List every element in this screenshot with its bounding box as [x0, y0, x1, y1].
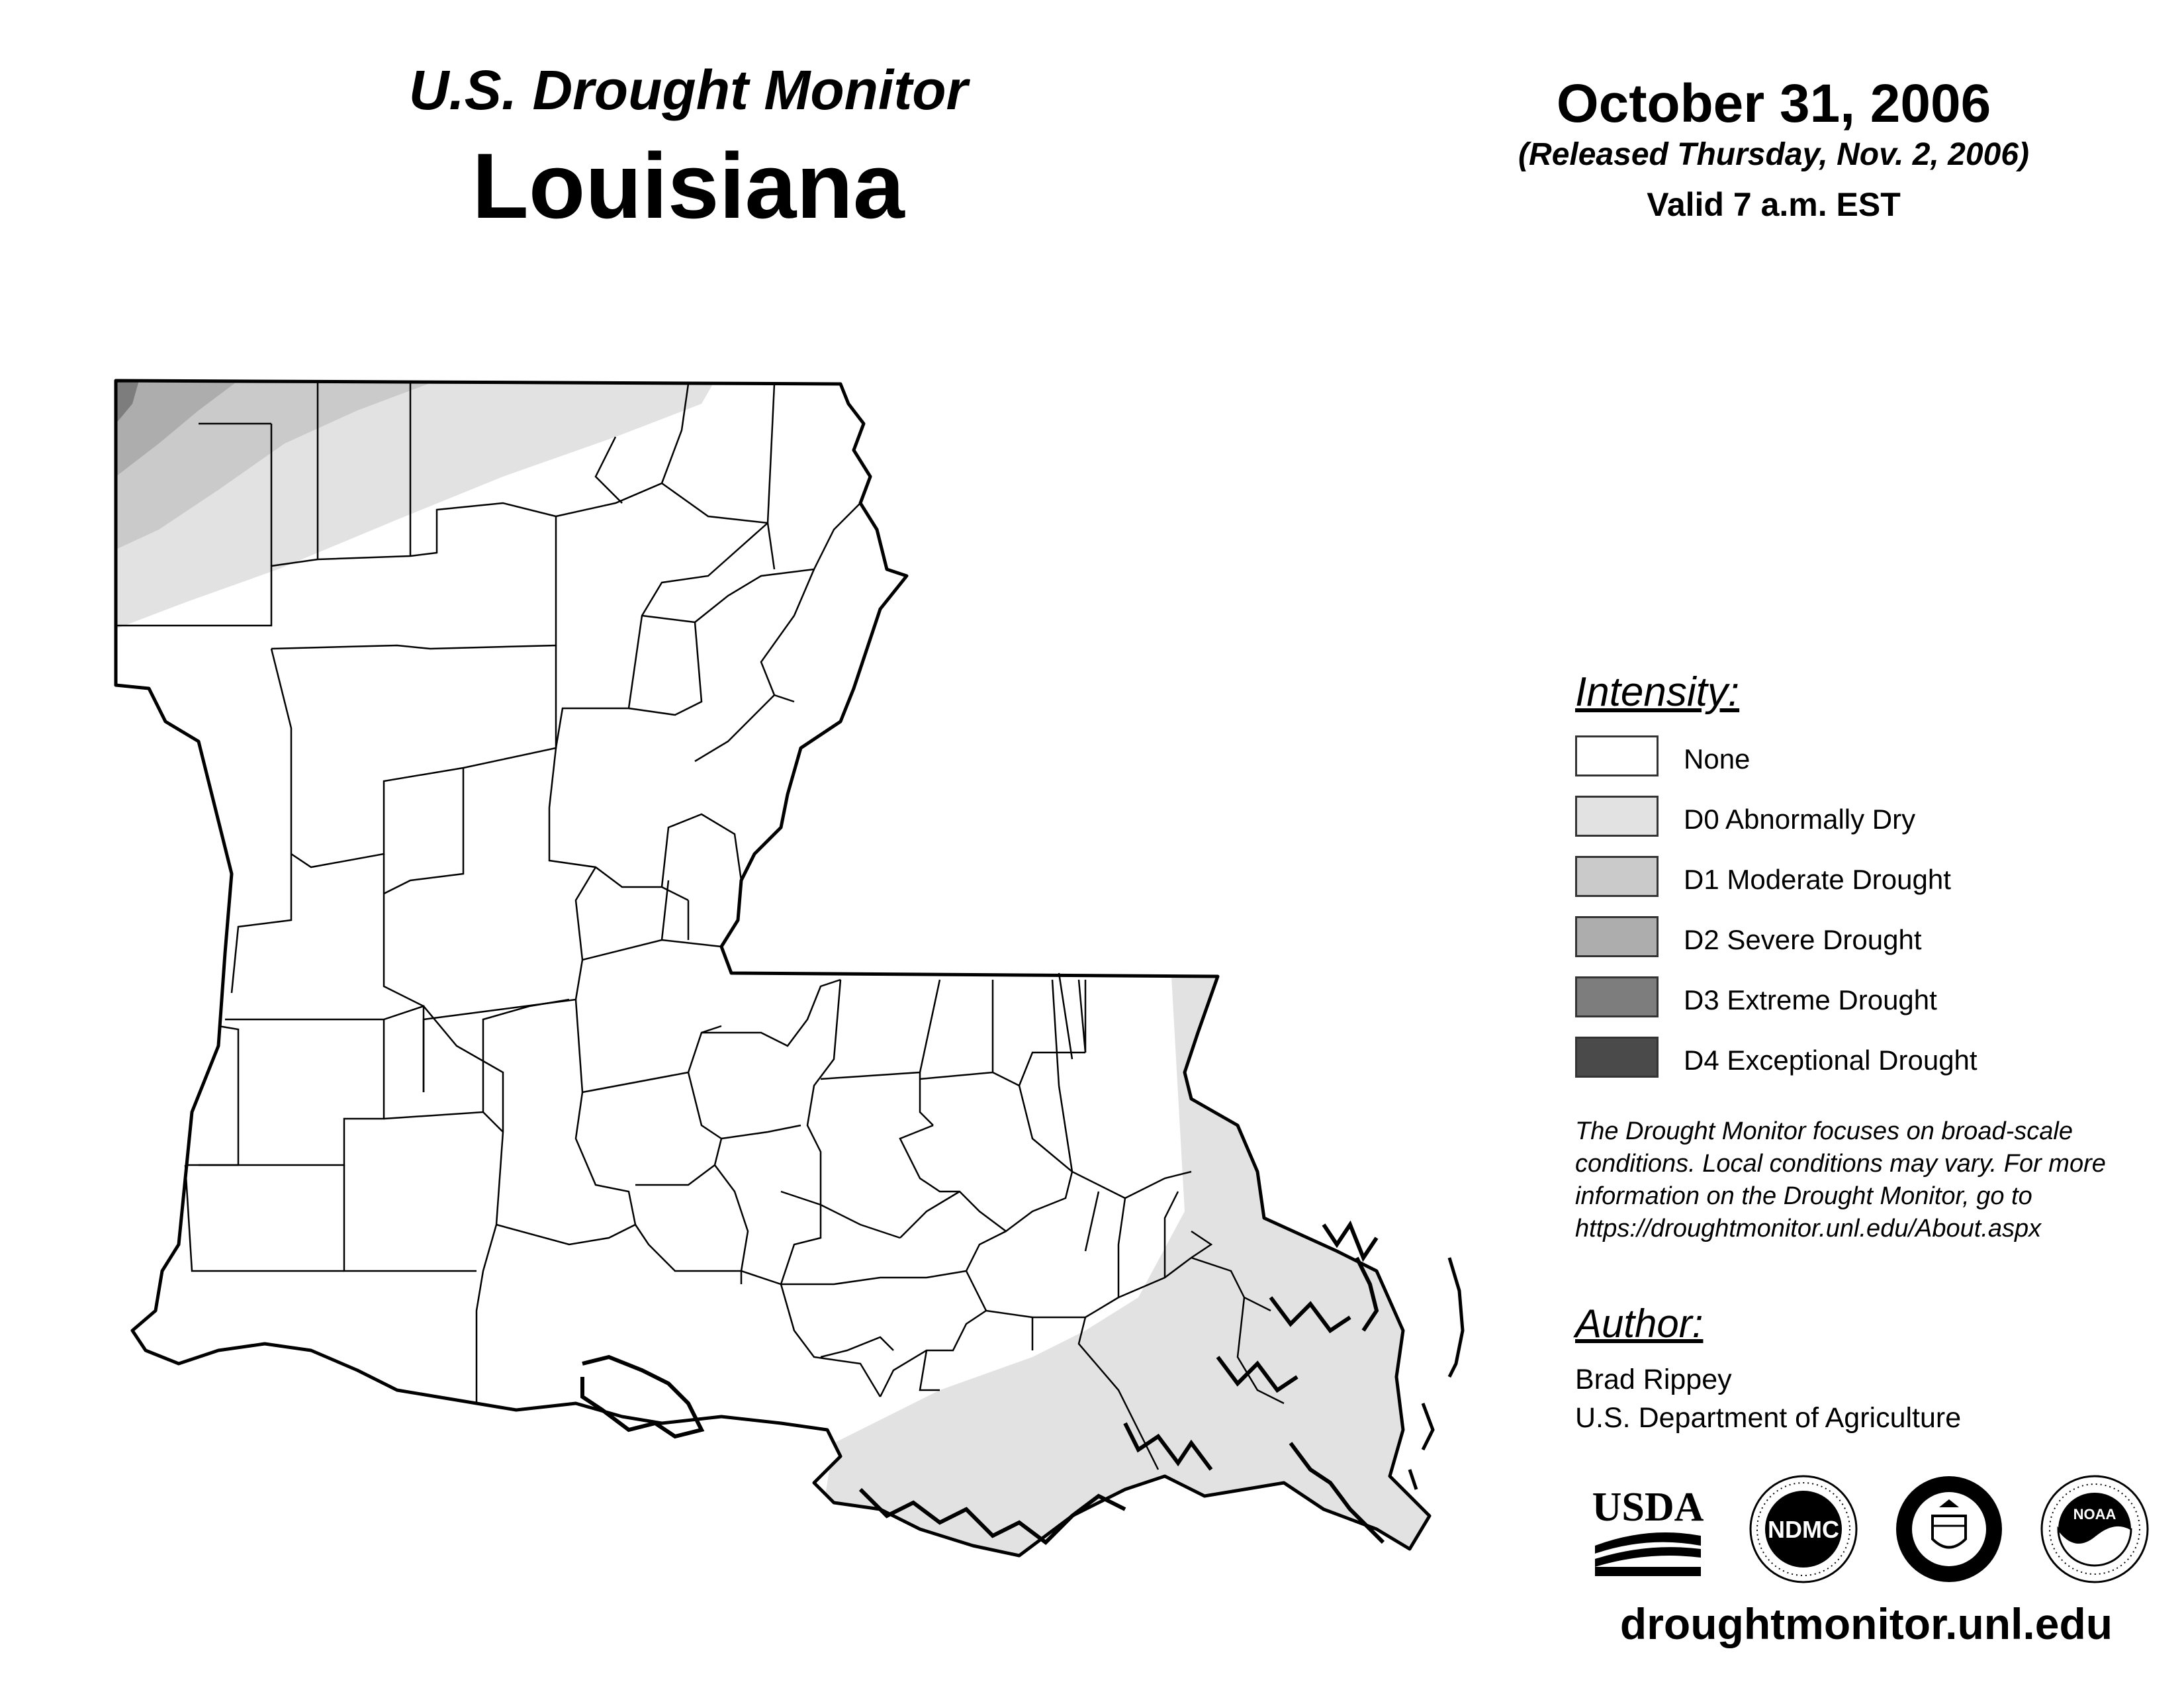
legend-label: D1 Moderate Drought	[1684, 864, 1951, 895]
ndmc-logo-text: NDMC	[1768, 1516, 1839, 1543]
monitor-title: U.S. Drought Monitor	[408, 59, 968, 121]
website-url[interactable]: droughtmonitor.unl.edu	[1619, 1599, 2113, 1648]
department-of-commerce-seal-icon	[1893, 1473, 2005, 1585]
release-date: (Released Thursday, Nov. 2, 2006)	[1518, 137, 2029, 172]
author-name: Brad Rippey	[1575, 1364, 1732, 1395]
legend-swatch	[1575, 856, 1659, 897]
legend-label: D2 Severe Drought	[1684, 924, 1922, 955]
disclaimer-note: The Drought Monitor focuses on broad-scale conditions. Local conditions may vary. For more information on the Drought Monitor, go to https://droughtmonitor.unl.edu/About.aspx	[1575, 1117, 2106, 1243]
barrier-islands	[1410, 1258, 1463, 1489]
state-title: Louisiana	[472, 134, 905, 238]
legend-title: Intensity:	[1575, 669, 1740, 715]
legend-item	[1575, 1037, 2158, 1097]
legend-item	[1575, 856, 2158, 916]
map-date: October 31, 2006	[1556, 73, 1991, 134]
ndmc-logo	[1747, 1473, 1860, 1585]
legend-label: D4 Exceptional Drought	[1684, 1045, 1978, 1076]
legend-item	[1575, 976, 2158, 1037]
valid-time: Valid 7 a.m. EST	[1647, 186, 1901, 223]
legend-item	[1575, 735, 2158, 796]
legend-item	[1575, 916, 2158, 976]
usda-logo-text: USDA	[1592, 1485, 1704, 1530]
author-organization: U.S. Department of Agriculture	[1575, 1402, 1962, 1434]
legend	[1575, 669, 2158, 1097]
legend-label: D3 Extreme Drought	[1684, 984, 1937, 1015]
legend-label: D0 Abnormally Dry	[1684, 804, 1916, 835]
legend-label: None	[1684, 743, 1751, 774]
legend-swatch	[1575, 916, 1659, 957]
legend-swatch	[1575, 796, 1659, 837]
author-title: Author:	[1575, 1301, 1704, 1346]
legend-swatch	[1575, 976, 1659, 1017]
legend-item	[1575, 796, 2158, 856]
usda-logo	[1588, 1479, 1707, 1579]
noaa-logo-text: NOAA	[2073, 1506, 2116, 1523]
noaa-logo	[2038, 1473, 2151, 1585]
legend-swatch	[1575, 1037, 1659, 1078]
legend-swatch	[1575, 735, 1659, 776]
